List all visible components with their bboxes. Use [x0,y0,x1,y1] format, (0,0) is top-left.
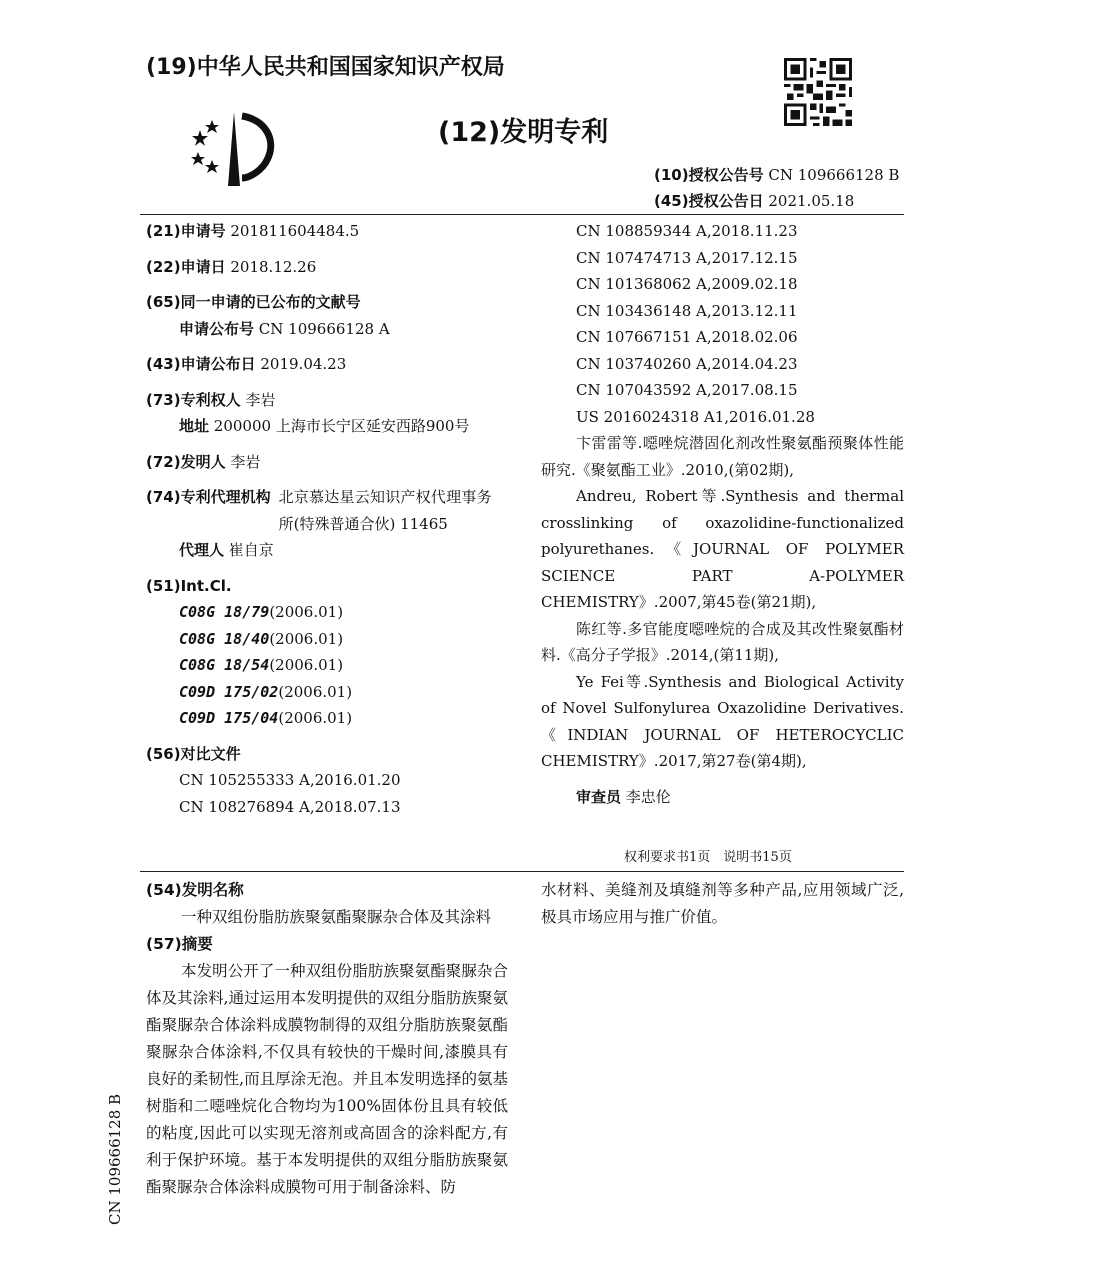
reference-item: CN 103740260 A,2014.04.23 [576,354,798,373]
nonpatent-citation: Andreu, Robert等.Synthesis and thermal crosslinking of oxazolidine-functionalized polyurethanes.《JOURNAL OF POLYMER SCIENCE PART A-POLYMER CHEMISTRY》.2007,第45卷(第21期), [541,487,904,611]
office-name: (19)中华人民共和国国家知识产权局 [146,55,505,80]
ipc-version: (2006.01) [278,682,353,701]
address-row [146,413,526,440]
ipc-code: C08G 18/40 [179,629,270,648]
nonpatent-citation: 陈红等.多官能度噁唑烷的合成及其改性聚氨酯材料.《高分子学报》.2014,(第11期), [541,619,904,664]
ipc-entry [146,626,526,653]
abstract-text-continued: 水材料、美缝剂及填缝剂等多种产品,应用领域广泛,极具市场应用与推广价值。 [541,881,904,926]
ipc-code: C08G 18/79 [179,603,270,621]
ipc-entry [146,599,526,626]
examiner: 李忠伦 [625,787,671,806]
pub-number-row [146,316,526,343]
reference-item: CN 105255333 A,2016.01.20 [179,771,401,789]
invention-title-label: (54)发明名称 [146,881,244,899]
reference-item: CN 107043592 A,2017.08.15 [576,381,798,399]
ipc-entry [146,679,526,706]
page-count: 权利要求书1页 说明书15页 [624,850,792,865]
app-number: 201811604484.5 [230,222,360,240]
ipc-entry [146,652,526,679]
reference-item: US 2016024318 A1,2016.01.28 [576,407,815,426]
invention-title: 一种双组份脂肪族聚氨酯聚脲杂合体及其涂料 [181,908,492,926]
abstract-right-column [541,877,904,931]
abstract-text: 本发明公开了一种双组份脂肪族聚氨酯聚脲杂合体及其涂料,通过运用本发明提供的双组分脂肪族聚氨酯聚脲杂合体涂料成膜物制得的双组分脂肪族聚氨酯聚脲杂合体涂料,不仅具有较快的干燥时间,漆膜具有良好的柔韧性,而且厚涂无泡。并且本发明选择的氨基树脂和二噁唑烷化合物均为100%固体份且具有较低的粘度,因此可以实现无溶剂或高固含的涂料配方,有利于保护环境。基于本发明提供的双组分脂肪族聚氨酯聚脲杂合体涂料成膜物可用于制备涂料、防 [146,962,508,1196]
ipc-code: C08G 18/54 [179,656,270,674]
grant-number: CN 109666128 B [768,166,900,184]
ipc-version: (2006.01) [269,629,344,648]
side-patent-number: CN 109666128 B [106,1093,124,1225]
agency-row [146,484,526,537]
patentee: 李岩 [245,390,276,409]
examiner-label: 审查员 [576,787,622,806]
agent: 崔自京 [228,541,274,559]
ipc-version: (2006.01) [278,709,353,727]
grant-number-label: (10)授权公告号 [654,166,764,184]
reference-item: CN 103436148 A,2013.12.11 [576,301,798,320]
inventor-label: (72)发明人 [146,452,226,471]
reference-item: CN 101368062 A,2009.02.18 [576,275,798,293]
app-date-row [146,254,526,281]
ipc-code: C09D 175/04 [179,709,279,727]
agent-label: 代理人 [179,541,225,559]
ipc-entry [146,705,526,732]
grant-date: 2021.05.18 [768,192,855,210]
pub-number: CN 109666128 A [258,319,390,338]
inventor: 李岩 [230,452,261,471]
app-date-label: (22)申请日 [146,257,226,276]
biblio-right-column [541,218,904,810]
agency-label: (74)专利代理机构 [146,488,271,506]
patentee-row [146,387,526,414]
grant-date-row [654,190,854,211]
pub-date: 2019.04.23 [260,355,347,373]
grant-number-row [654,164,899,185]
reference-item: CN 108276894 A,2018.07.13 [179,797,401,816]
abstract-left-column [146,877,508,1201]
top-divider [140,214,904,215]
document-type: (12)发明专利 [438,117,609,148]
pub-date-label: (43)申请公布日 [146,355,256,373]
ipc-version: (2006.01) [269,656,344,674]
pub-number-label: 申请公布号 [179,319,255,338]
nonpatent-citation: 卞雷雷等.噁唑烷潜固化剂改性聚氨酯预聚体性能研究.《聚氨酯工业》.2010,(第02期), [541,434,904,479]
app-number-label: (21)申请号 [146,222,226,240]
address: 200000 上海市长宁区延安西路900号 [213,417,470,435]
ipc-code: C09D 175/02 [179,682,279,701]
examiner-row [541,784,904,811]
reference-item: CN 107474713 A,2017.12.15 [576,248,798,267]
intcl-label: (51)Int.Cl. [146,576,232,595]
grant-date-label: (45)授权公告日 [654,192,764,210]
reference-item: CN 107667151 A,2018.02.06 [576,328,798,346]
abstract-label: (57)摘要 [146,935,213,953]
app-number-row [146,218,526,245]
nonpatent-citation: Ye Fei等.Synthesis and Biological Activity of Novel Sulfonylurea Oxazolidine Derivatives.《INDIAN JOURNAL OF HETEROCYCLIC CHEMISTRY》.2017,第27卷(第4期), [541,672,904,770]
inventor-row [146,449,526,476]
pub-date-row [146,351,526,378]
agency: 北京慕达星云知识产权代理事务所(特殊普通合伙) 11465 [278,488,492,533]
app-date: 2018.12.26 [230,257,317,276]
reference-item: CN 108859344 A,2018.11.23 [576,222,798,240]
address-label: 地址 [179,417,210,435]
middle-divider [140,871,904,872]
prior-pub-label: (65)同一申请的已公布的文献号 [146,293,361,311]
biblio-left-column [146,218,526,820]
patentee-label: (73)专利权人 [146,390,241,409]
agent-row [146,537,526,564]
cnipa-logo [188,108,280,188]
ipc-version: (2006.01) [269,603,344,621]
references-label: (56)对比文件 [146,744,241,763]
qr-code-icon [784,58,852,126]
